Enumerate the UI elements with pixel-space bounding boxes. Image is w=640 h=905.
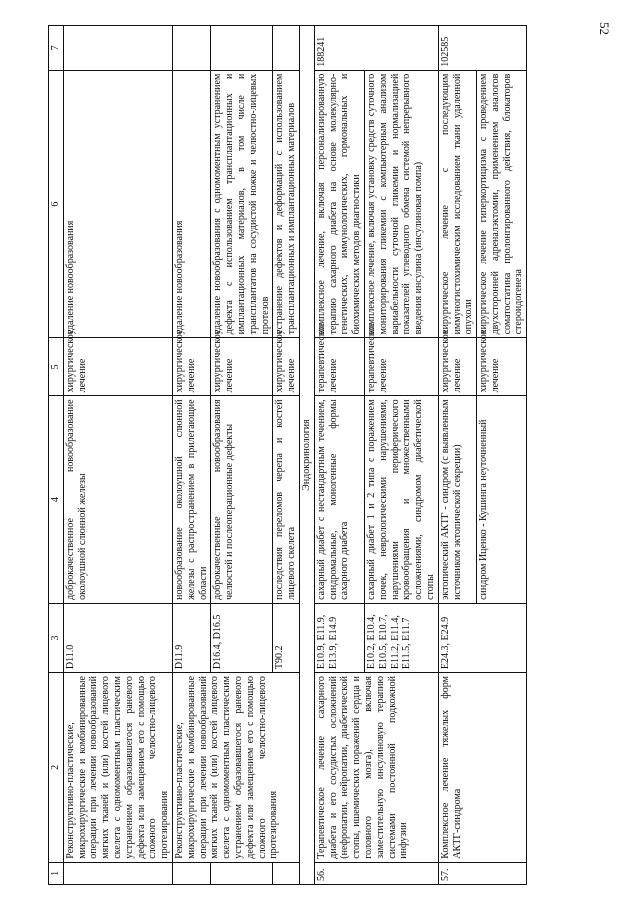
col-header: 6 — [49, 70, 64, 338]
cell-cost: 102585 — [438, 26, 527, 71]
cell-type: терапевтическое лечение — [314, 338, 364, 396]
cell-code: T90.2 — [273, 603, 300, 672]
cell-name: Комплексное лечение тяжелых форм АКТГ-синдрома — [438, 673, 527, 863]
cell-num — [63, 862, 172, 884]
cell-code: D16.4, D16.5 — [211, 603, 273, 672]
cell-num: 56. — [314, 862, 438, 884]
cell-method: удаление новообразования — [63, 70, 172, 338]
cell-model: последствия переломов черепа и костей лицевого скелета — [273, 396, 300, 603]
col-header: 5 — [49, 338, 64, 396]
cell-method: комплексное лечение, включая персонализированную терапию сахарного диабета на основе молекулярно-генетических, иммунологических, гормональных и биохимических методов диагностики — [314, 70, 364, 338]
section-title: Эндокринология — [299, 26, 314, 885]
cell-method: хирургическое лечение с последующим иммуногистохимическим исследованием ткани удаленной опухоли — [438, 70, 476, 338]
cell-name: Реконструктивно-пластические, микрохирургические и комбинированные операции при лечении новообразований мягких тканей и (или) костей лицевого скелета с одномоментным пластическим устранением образовавшегося раневого дефекта или замещением его с помощью сложного челюстно-лицевого протезирования — [172, 673, 299, 863]
cell-type: хирургическое лечение — [211, 338, 273, 396]
col-header: 1 — [49, 862, 64, 884]
col-header: 4 — [49, 396, 64, 603]
cell-cost: 188241 — [314, 26, 438, 71]
cell-method: удаление новообразования — [172, 70, 210, 338]
col-header: 3 — [49, 603, 64, 672]
cell-num: 57. — [438, 862, 527, 884]
cell-method: хирургическое лечение гиперкортицизма с проведением двухсторонней адреналэктомии, применением аналогов соматостатина пролонгированного действия, блокаторов стероидогенеза — [477, 70, 527, 338]
services-table — [48, 25, 527, 885]
cell-type: хирургическое лечение — [172, 338, 210, 396]
cell-method: устранение дефектов и деформаций с использованием трансплантационных и имплантационных материалов — [273, 70, 300, 338]
cell-model: сахарный диабет 1 и 2 типа с поражением почек, неврологическими нарушениями, нарушениями периферического кровообращения и множественными осложнениями, синдромом диабетической стопы — [364, 396, 438, 603]
cell-method: комплексное лечение, включая установку средств суточного мониторирования гликемии с компьютерным анализом вариабельности суточной гликемии и нормализацией показателей углеводного обмена системой непрерывного введения инсулина (инсулиновая помпа) — [364, 70, 438, 338]
cell-name: Реконструктивно-пластические, микрохирургические и комбинированные операции при лечении новообразований мягких тканей и (или) костей лицевого скелета с одномоментным пластическим устранением образовавшегося раневого дефекта или замещением его с помощью сложного челюстно-лицевого протезирования — [63, 673, 172, 863]
cell-type: хирургическое лечение — [438, 338, 476, 396]
cell-code: E24.3, E24.9 — [438, 603, 527, 672]
cell-type: хирургическое лечение — [273, 338, 300, 396]
cell-code: E10.9, E11.9, E13.9, E14.9 — [314, 603, 364, 672]
cell-num — [172, 862, 210, 884]
cell-cost — [273, 26, 300, 71]
cell-method: удаление новообразования с одномоментным устранением дефекта с использованием трансплантационных и имплантационных материалов, в том числе и трансплантатов на сосудистой ножке и челюстно-лицевых протезов — [211, 70, 273, 338]
table-row — [63, 26, 172, 885]
table-row — [314, 26, 364, 885]
cell-name: Терапевтическое лечение сахарного диабета и его сосудистых осложнений (нефропатии, нейропатии, диабетической стопы, ишемических поражений сердца и головного мозга), включая заместительную инсулиновую терапию системами постоянной подкожной инфузии — [314, 673, 438, 863]
page-number: 52 — [597, 22, 612, 35]
cell-type: хирургическое лечение — [63, 338, 172, 396]
cell-model: синдром Иценко - Кушинга неуточненный — [477, 396, 527, 603]
cell-code: D11.0 — [63, 603, 172, 672]
cell-type: хирургическое лечение — [477, 338, 527, 396]
cell-cost — [172, 26, 210, 71]
cell-code: E10.2, E10.4, E10.5, E10.7, E11.2, E11.4, E11.5, E11.7 — [364, 603, 438, 672]
cell-num — [211, 862, 273, 884]
cell-type: терапевтическое лечение — [364, 338, 438, 396]
col-header: 7 — [49, 26, 64, 71]
rotated-page — [48, 25, 623, 885]
cell-cost — [63, 26, 172, 71]
table-row — [172, 26, 210, 885]
cell-model: эктопический АКТГ - синдром (с выявленным источником эктопической секреции) — [438, 396, 476, 603]
header-row — [49, 26, 64, 885]
cell-model: доброкачественные новообразования челюстей и послеоперационные дефекты — [211, 396, 273, 603]
cell-model: доброкачественное новообразование околоушной слюнной железы — [63, 396, 172, 603]
cell-model: сахарный диабет с нестандартным течением, синдромальные, моногенные формы сахарного диабета — [314, 396, 364, 603]
cell-code: D11.9 — [172, 603, 210, 672]
section-row — [299, 26, 314, 885]
cell-model: новообразование околоушной слюнной железы с распространением в прилегающие области — [172, 396, 210, 603]
col-header: 2 — [49, 673, 64, 863]
table-row — [438, 26, 476, 885]
cell-cost — [211, 26, 273, 71]
cell-num — [273, 862, 300, 884]
